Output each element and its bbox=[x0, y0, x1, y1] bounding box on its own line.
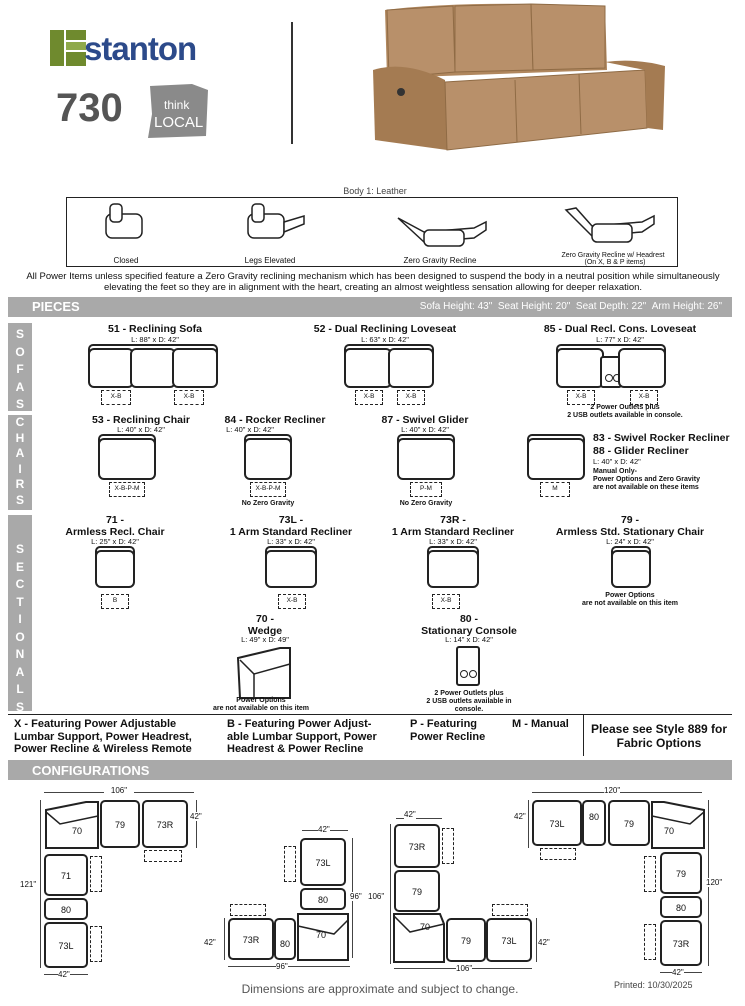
disclaimer: Dimensions are approximate and subject to change. bbox=[241, 982, 519, 996]
chair-53-tag: X-B-P-M bbox=[109, 482, 145, 497]
position-zero-gravity-headrest: Zero Gravity Recline w/ Headrest bbox=[561, 252, 665, 259]
sofa-85-note: 2 Power Outlets plus 2 USB outlets available in console. bbox=[567, 404, 683, 419]
sect-80-note: 2 Power Outlets plus 2 USB outlets available in console. bbox=[426, 690, 512, 713]
think-text: think bbox=[164, 98, 190, 112]
configurations-bar bbox=[8, 760, 732, 780]
oregon-map-icon bbox=[146, 84, 210, 140]
sofa-51-tag-left: X-B bbox=[101, 390, 131, 405]
chairs-side-label: C H A I R S bbox=[8, 415, 32, 510]
legend-m: M - Manual bbox=[512, 718, 569, 730]
sofa-51-tag-right: X-B bbox=[174, 390, 204, 405]
zero-gravity-headrest-icon bbox=[562, 206, 658, 250]
printed-date: Printed: 10/30/2025 bbox=[614, 980, 693, 990]
chair-87-drawing bbox=[397, 434, 455, 480]
think-local-badge bbox=[146, 84, 210, 140]
sect-73r-tag: X-B bbox=[432, 594, 460, 609]
sect-79-name: 79 - Armless Std. Stationary Chair bbox=[555, 514, 705, 538]
chair-83-88-dims: L: 40" x D: 42" bbox=[593, 457, 641, 466]
chair-87-note: No Zero Gravity bbox=[399, 500, 453, 507]
chair-84-dims: L: 40" x D: 42" bbox=[226, 425, 274, 434]
fabric-note: Please see Style 889 for Fabric Options bbox=[590, 722, 728, 750]
legend-x: X - Featuring Power Adjustable Lumbar Support, Power Headrest, Power Recline & Wireless Remote bbox=[14, 718, 192, 755]
chair-53-dims: L: 40" x D: 42" bbox=[117, 425, 165, 434]
sofa-51-dims: L: 88" x D: 42" bbox=[131, 335, 179, 344]
chair-83-88-drawing bbox=[527, 434, 585, 480]
sofas-side-label: S O F A S bbox=[8, 323, 32, 411]
sect-70-dims: L: 49" x D: 49" bbox=[241, 635, 289, 644]
sect-71-dims: L: 25" x D: 42" bbox=[91, 537, 139, 546]
sofa-85-dims: L: 77" x D: 42" bbox=[596, 335, 644, 344]
chair-83-88-tag: M bbox=[540, 482, 570, 497]
sofa-85-drawing bbox=[556, 344, 666, 388]
intro-text: All Power Items unless specified feature a Zero Gravity reclining mechanism which has been designed to suspend the body in a neutral position while simultaneously elevating the feet so they are in alignment with the heart, creating an almost weightless sensation allowing for deeper relaxation. bbox=[26, 271, 720, 293]
chair-84-tag: X-B-P-M bbox=[250, 482, 286, 497]
position-note: (On X, B & P items) bbox=[584, 259, 646, 266]
legend-b: B - Featuring Power Adjust- able Lumbar Support, Power Headrest & Power Recline bbox=[227, 718, 377, 755]
sect-73l-drawing bbox=[265, 546, 317, 588]
sect-73l-tag: X-B bbox=[278, 594, 306, 609]
sect-73r-drawing bbox=[427, 546, 479, 588]
sect-73r-dims: L: 33" x D: 42" bbox=[429, 537, 477, 546]
sect-71-name: 71 - Armless Recl. Chair bbox=[65, 514, 165, 538]
sect-80-name: 80 - Stationary Console bbox=[421, 613, 517, 637]
chair-84-note: No Zero Gravity bbox=[241, 500, 295, 507]
legend-divider bbox=[583, 714, 584, 756]
brand-logo bbox=[48, 28, 238, 70]
configurations-title: CONFIGURATIONS bbox=[32, 763, 150, 778]
chair-83-name: 83 - Swivel Rocker Recliner bbox=[593, 432, 730, 444]
chair-53-drawing bbox=[98, 434, 156, 480]
sect-79-drawing bbox=[611, 546, 651, 588]
sect-73l-dims: L: 33" x D: 42" bbox=[267, 537, 315, 546]
sofa-51-drawing bbox=[88, 344, 218, 388]
sofa-photo bbox=[365, 0, 665, 165]
local-text: LOCAL bbox=[154, 114, 204, 131]
brand-name: stanton bbox=[84, 30, 197, 67]
sect-79-note: Power Options are not available on this item bbox=[581, 592, 679, 607]
header-divider bbox=[291, 22, 293, 144]
chair-83-88-note: Manual Only- Power Options and Zero Gravity are not available on these items bbox=[593, 468, 700, 491]
pieces-title: PIECES bbox=[32, 299, 80, 314]
chair-88-name: 88 - Glider Recliner bbox=[593, 445, 689, 457]
sect-73r-name: 73R - 1 Arm Standard Recliner bbox=[391, 514, 515, 538]
sect-79-dims: L: 24" x D: 42" bbox=[606, 537, 654, 546]
chair-53-name: 53 - Reclining Chair bbox=[91, 414, 191, 426]
chair-87-dims: L: 40" x D: 42" bbox=[401, 425, 449, 434]
sect-71-tag: B bbox=[101, 594, 129, 609]
legend-top-line bbox=[8, 714, 732, 715]
pieces-dims: Sofa Height: 43" Seat Height: 20" Seat Depth: 22" Arm Height: 26" bbox=[419, 301, 722, 312]
sofa-51-name: 51 - Reclining Sofa bbox=[108, 323, 202, 335]
sofa-85-tag-right: X-B bbox=[630, 390, 658, 405]
sect-71-drawing bbox=[95, 546, 135, 588]
sofa-85-tag-left: X-B bbox=[567, 390, 595, 405]
chair-84-name: 84 - Rocker Recliner bbox=[224, 414, 326, 426]
c2-console-top: 80 bbox=[300, 888, 346, 910]
zero-gravity-icon bbox=[394, 212, 490, 252]
chair-87-tag: P-M bbox=[410, 482, 442, 497]
sect-80-dims: L: 14" x D: 42" bbox=[445, 635, 493, 644]
sect-70-note: Power Options are not available on this item bbox=[212, 697, 310, 712]
sect-70-drawing bbox=[236, 646, 292, 700]
sofa-52-name: 52 - Dual Reclining Loveseat bbox=[313, 323, 457, 335]
sectionals-side-label: S E C T I O N A L S bbox=[8, 515, 32, 711]
sect-80-drawing bbox=[456, 646, 480, 686]
legend-p: P - Featuring Power Recline bbox=[410, 718, 486, 743]
sofa-52-tag-right: X-B bbox=[397, 390, 425, 405]
closed-recliner-icon bbox=[92, 200, 148, 244]
chair-84-drawing bbox=[244, 434, 292, 480]
sect-73l-name: 73L - 1 Arm Standard Recliner bbox=[229, 514, 353, 538]
chair-87-name: 87 - Swivel Glider bbox=[381, 414, 469, 426]
sect-70-name: 70 - Wedge bbox=[247, 613, 283, 637]
c4-console: 80 bbox=[582, 800, 606, 846]
sofa-52-dims: L: 63" x D: 42" bbox=[361, 335, 409, 344]
pieces-bar bbox=[8, 297, 732, 317]
sofa-52-drawing bbox=[344, 344, 434, 388]
position-legs-elevated: Legs Elevated bbox=[244, 256, 296, 265]
brand-mark-icon bbox=[48, 28, 88, 68]
legs-elevated-icon bbox=[234, 200, 306, 244]
style-number: 730 bbox=[56, 86, 123, 130]
sofa-85-name: 85 - Dual Recl. Cons. Loveseat bbox=[543, 323, 697, 335]
sofa-52-tag-left: X-B bbox=[355, 390, 383, 405]
position-zero-gravity: Zero Gravity Recline bbox=[403, 256, 477, 265]
body-label: Body 1: Leather bbox=[343, 186, 407, 196]
position-closed: Closed bbox=[113, 256, 139, 265]
